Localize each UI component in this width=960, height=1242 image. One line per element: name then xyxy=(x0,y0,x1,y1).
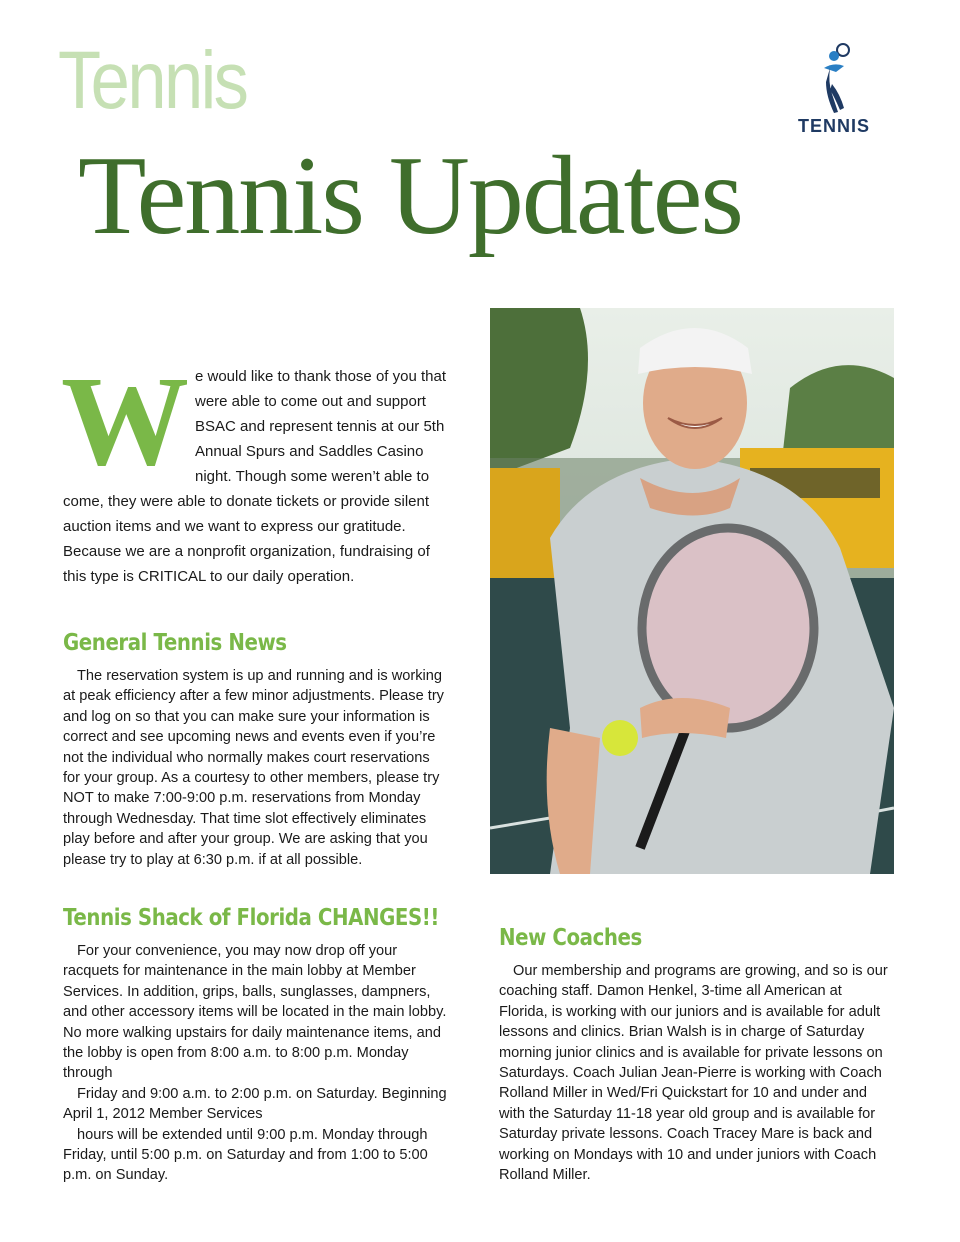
new-coaches-body xyxy=(499,961,891,1185)
general-news-body xyxy=(63,666,449,870)
page-title: Tennis Updates xyxy=(78,134,743,258)
intro-paragraph xyxy=(61,350,449,589)
player-photo xyxy=(490,308,894,874)
player-photo-illustration xyxy=(490,308,894,874)
general-news-heading: General Tennis News xyxy=(63,630,287,656)
new-coaches-heading: New Coaches xyxy=(499,925,642,951)
intro-text: e would like to thank those of you that were able to come out and support BSAC and represent tennis at our 5th Annual Spurs and Saddles Casino night. Though some weren’t able to come, they were able to donate tickets or provide silent auction items and we want to express our gratitude. Because we are a nonprofit organization, fundraising of this type is CRITICAL to our daily operation. xyxy=(63,368,446,585)
tennis-shack-body xyxy=(63,941,449,1186)
general-news-text: The reservation system is up and running and is working at peak efficiency after a few minor adjustments. Please try and log on so that you can make sure your information is correct and see upcoming news and events even if you’re not the individual who normally makes court reservations for your group. As a courtesy to other members, please try NOT to make 7:00-9:00 p.m. reservations from Monday through Wednesday. That time slot effectively eliminates play before and after your group. We are asking that you please try to play at 6:30 p.m. if at all possible. xyxy=(63,668,444,868)
kicker-title: Tennis xyxy=(58,35,247,126)
tennis-shack-heading: Tennis Shack of Florida CHANGES!! xyxy=(63,905,439,931)
new-coaches-text: Our membership and programs are growing, and so is our coaching staff. Damon Henkel, 3-time all American at Florida, is working with our juniors and is available for adult lessons and clinics. Brian Walsh is in charge of Saturday morning junior clinics and is available for private lessons on Saturdays. Coach Julian Jean-Pierre is working with Coach Rolland Miller in Wed/Fri Quickstart for 10 and under and with the Saturday 11-18 year old group and is available for Saturday private lessons. Coach Tracey Mare is back and working on Mondays with 10 and under juniors with Coach Rolland Miller. xyxy=(499,963,888,1184)
tennis-shack-paragraph-1: For your convenience, you may now drop off your racquets for maintenance in the main lobby at Member Services. In addition, grips, balls, sunglasses, dampners, and other accessory items will be located in the main lobby. No more walking upstairs for daily maintenance items, and the lobby is open from 8:00 a.m. to 8:00 p.m. Monday through xyxy=(63,943,447,1082)
tennis-player-icon xyxy=(772,38,896,118)
logo-text: TENNIS xyxy=(797,116,870,136)
tennis-logo xyxy=(772,38,896,138)
tennis-shack-paragraph-3: hours will be extended until 9:00 p.m. Monday through Friday, until 5:00 p.m. on Saturday and from 1:00 to 5:00 p.m. on Sunday. xyxy=(63,1126,428,1184)
tennis-shack-paragraph-2: Friday and 9:00 a.m. to 2:00 p.m. on Saturday. Beginning April 1, 2012 Member Services xyxy=(63,1085,447,1123)
drop-cap: W xyxy=(61,350,189,492)
